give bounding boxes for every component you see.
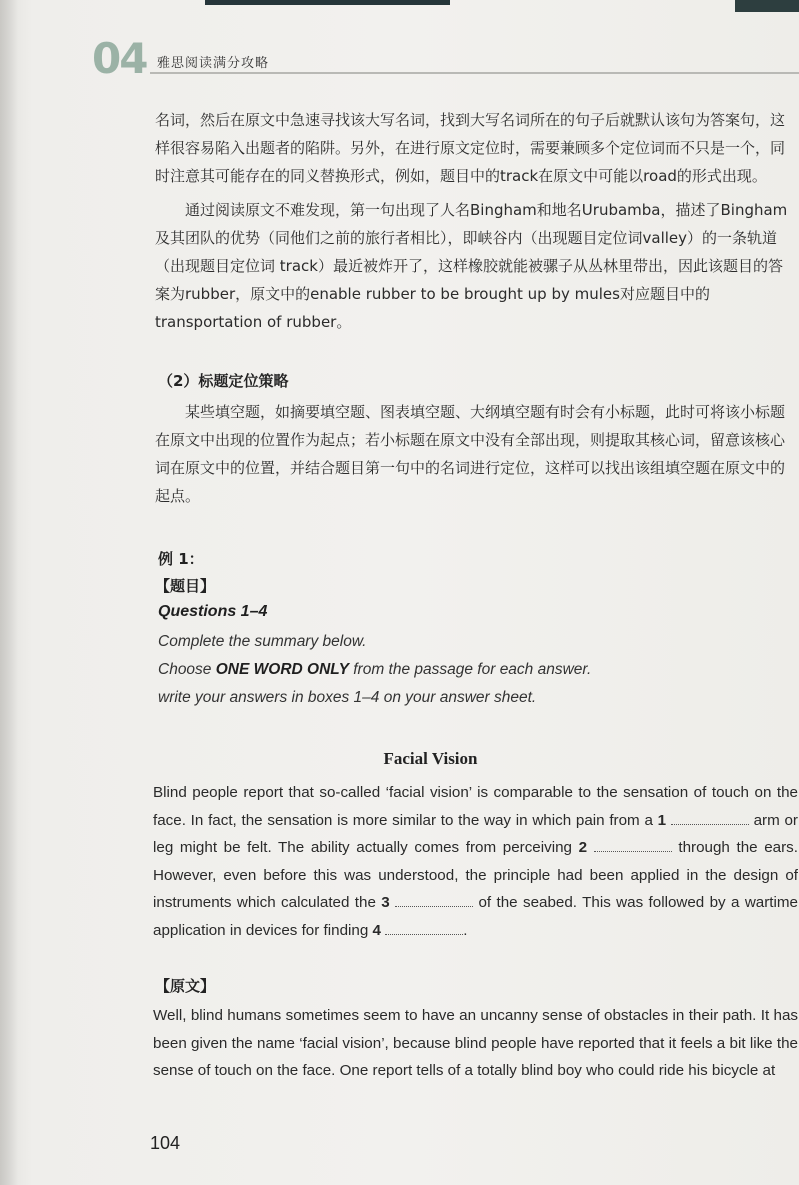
question-bracket-label: 【题目】 — [155, 577, 216, 595]
instruction-2-bold: ONE WORD ONLY — [215, 661, 349, 678]
spine-shadow — [0, 0, 18, 1185]
top-edge-decoration-right — [735, 0, 799, 12]
gap-number-1: 1 — [657, 811, 667, 829]
summary-segment-1: Blind people report that so-called ‘facial vision’ is comparable to the sensation of touch on the face. In fact, the sensation is more similar to the way in which pain from a — [153, 784, 798, 829]
section-title: （2）标题定位策略 — [158, 372, 289, 390]
summary-text — [153, 779, 798, 944]
summary-segment-5: . — [463, 921, 468, 939]
original-text-label: 【原文】 — [155, 977, 216, 995]
summary-segment-3: through the ears. However, even before this was understood, the principle had been applied in the design of instruments which calculated the — [153, 839, 798, 911]
header-rule — [150, 72, 799, 74]
summary-segment-4: of the seabed. This was followed by a wartime application in devices for finding — [153, 894, 798, 939]
instruction-2-prefix: Choose — [158, 661, 216, 678]
paragraph-2: 通过阅读原文不难发现，第一句出现了人名Bingham和地名Urubamba，描述了Bingham及其团队的优势（同他们之前的旅行者相比），即峡谷内（出现题目定位词valley）的一条轨道（出现题目定位词 track）最近被炸开了，这样橡胶就能被骡子从丛林里带出，因此该题目的答案为rubber，原文中的enable rubber to be brought up by mules对应题目中的transportation of rubber。 — [155, 201, 788, 331]
answer-gap-3 — [395, 892, 473, 907]
questions-title: Questions 1–4 — [158, 603, 268, 620]
summary-title: Facial Vision — [383, 749, 478, 768]
top-edge-decoration — [205, 0, 450, 5]
gap-number-2: 2 — [578, 839, 588, 856]
answer-gap-1 — [671, 810, 749, 825]
chapter-number: 04 — [92, 34, 147, 83]
book-title: 雅思阅读满分攻略 — [157, 56, 270, 71]
gap-number-3: 3 — [381, 894, 390, 911]
instruction-3: write your answers in boxes 1–4 on your answer sheet. — [158, 689, 537, 706]
answer-gap-4 — [385, 920, 463, 935]
original-text: Well, blind humans sometimes seem to have an uncanny sense of obstacles in their path. It has been given the name ‘facial vision’, because blind people have reported that it feels a bit like the sense of touch on the face. One report tells of a totally blind boy who could ride his bicycle at — [153, 1007, 798, 1079]
instruction-2 — [158, 661, 591, 679]
answer-gap-2 — [594, 837, 672, 852]
summary-segment-2: arm or leg might be felt. The ability actually comes from perceiving — [153, 811, 798, 856]
instruction-2-suffix: from the passage for each answer. — [348, 661, 592, 678]
page-number: 104 — [150, 1133, 181, 1153]
gap-number-4: 4 — [372, 921, 381, 939]
paragraph-1: 名词，然后在原文中急速寻找该大写名词，找到大写名词所在的句子后就默认该句为答案句，这样很容易陷入出题者的陷阱。另外，在进行原文定位时，需要兼顾多个定位词而不只是一个，同时注意其可能存在的同义替换形式，例如，题目中的track在原文中可能以road的形式出现。 — [155, 111, 786, 185]
instruction-1: Complete the summary below. — [158, 633, 367, 650]
paragraph-3: 某些填空题，如摘要填空题、图表填空题、大纲填空题有时会有小标题，此时可将该小标题在原文中出现的位置作为起点；若小标题在原文中没有全部出现，则提取其核心词，留意该核心词在原文中的位置，并结合题目第一句中的名词进行定位，这样可以找出该组填空题在原文中的起点。 — [155, 403, 786, 505]
example-label: 例 1： — [158, 550, 204, 568]
